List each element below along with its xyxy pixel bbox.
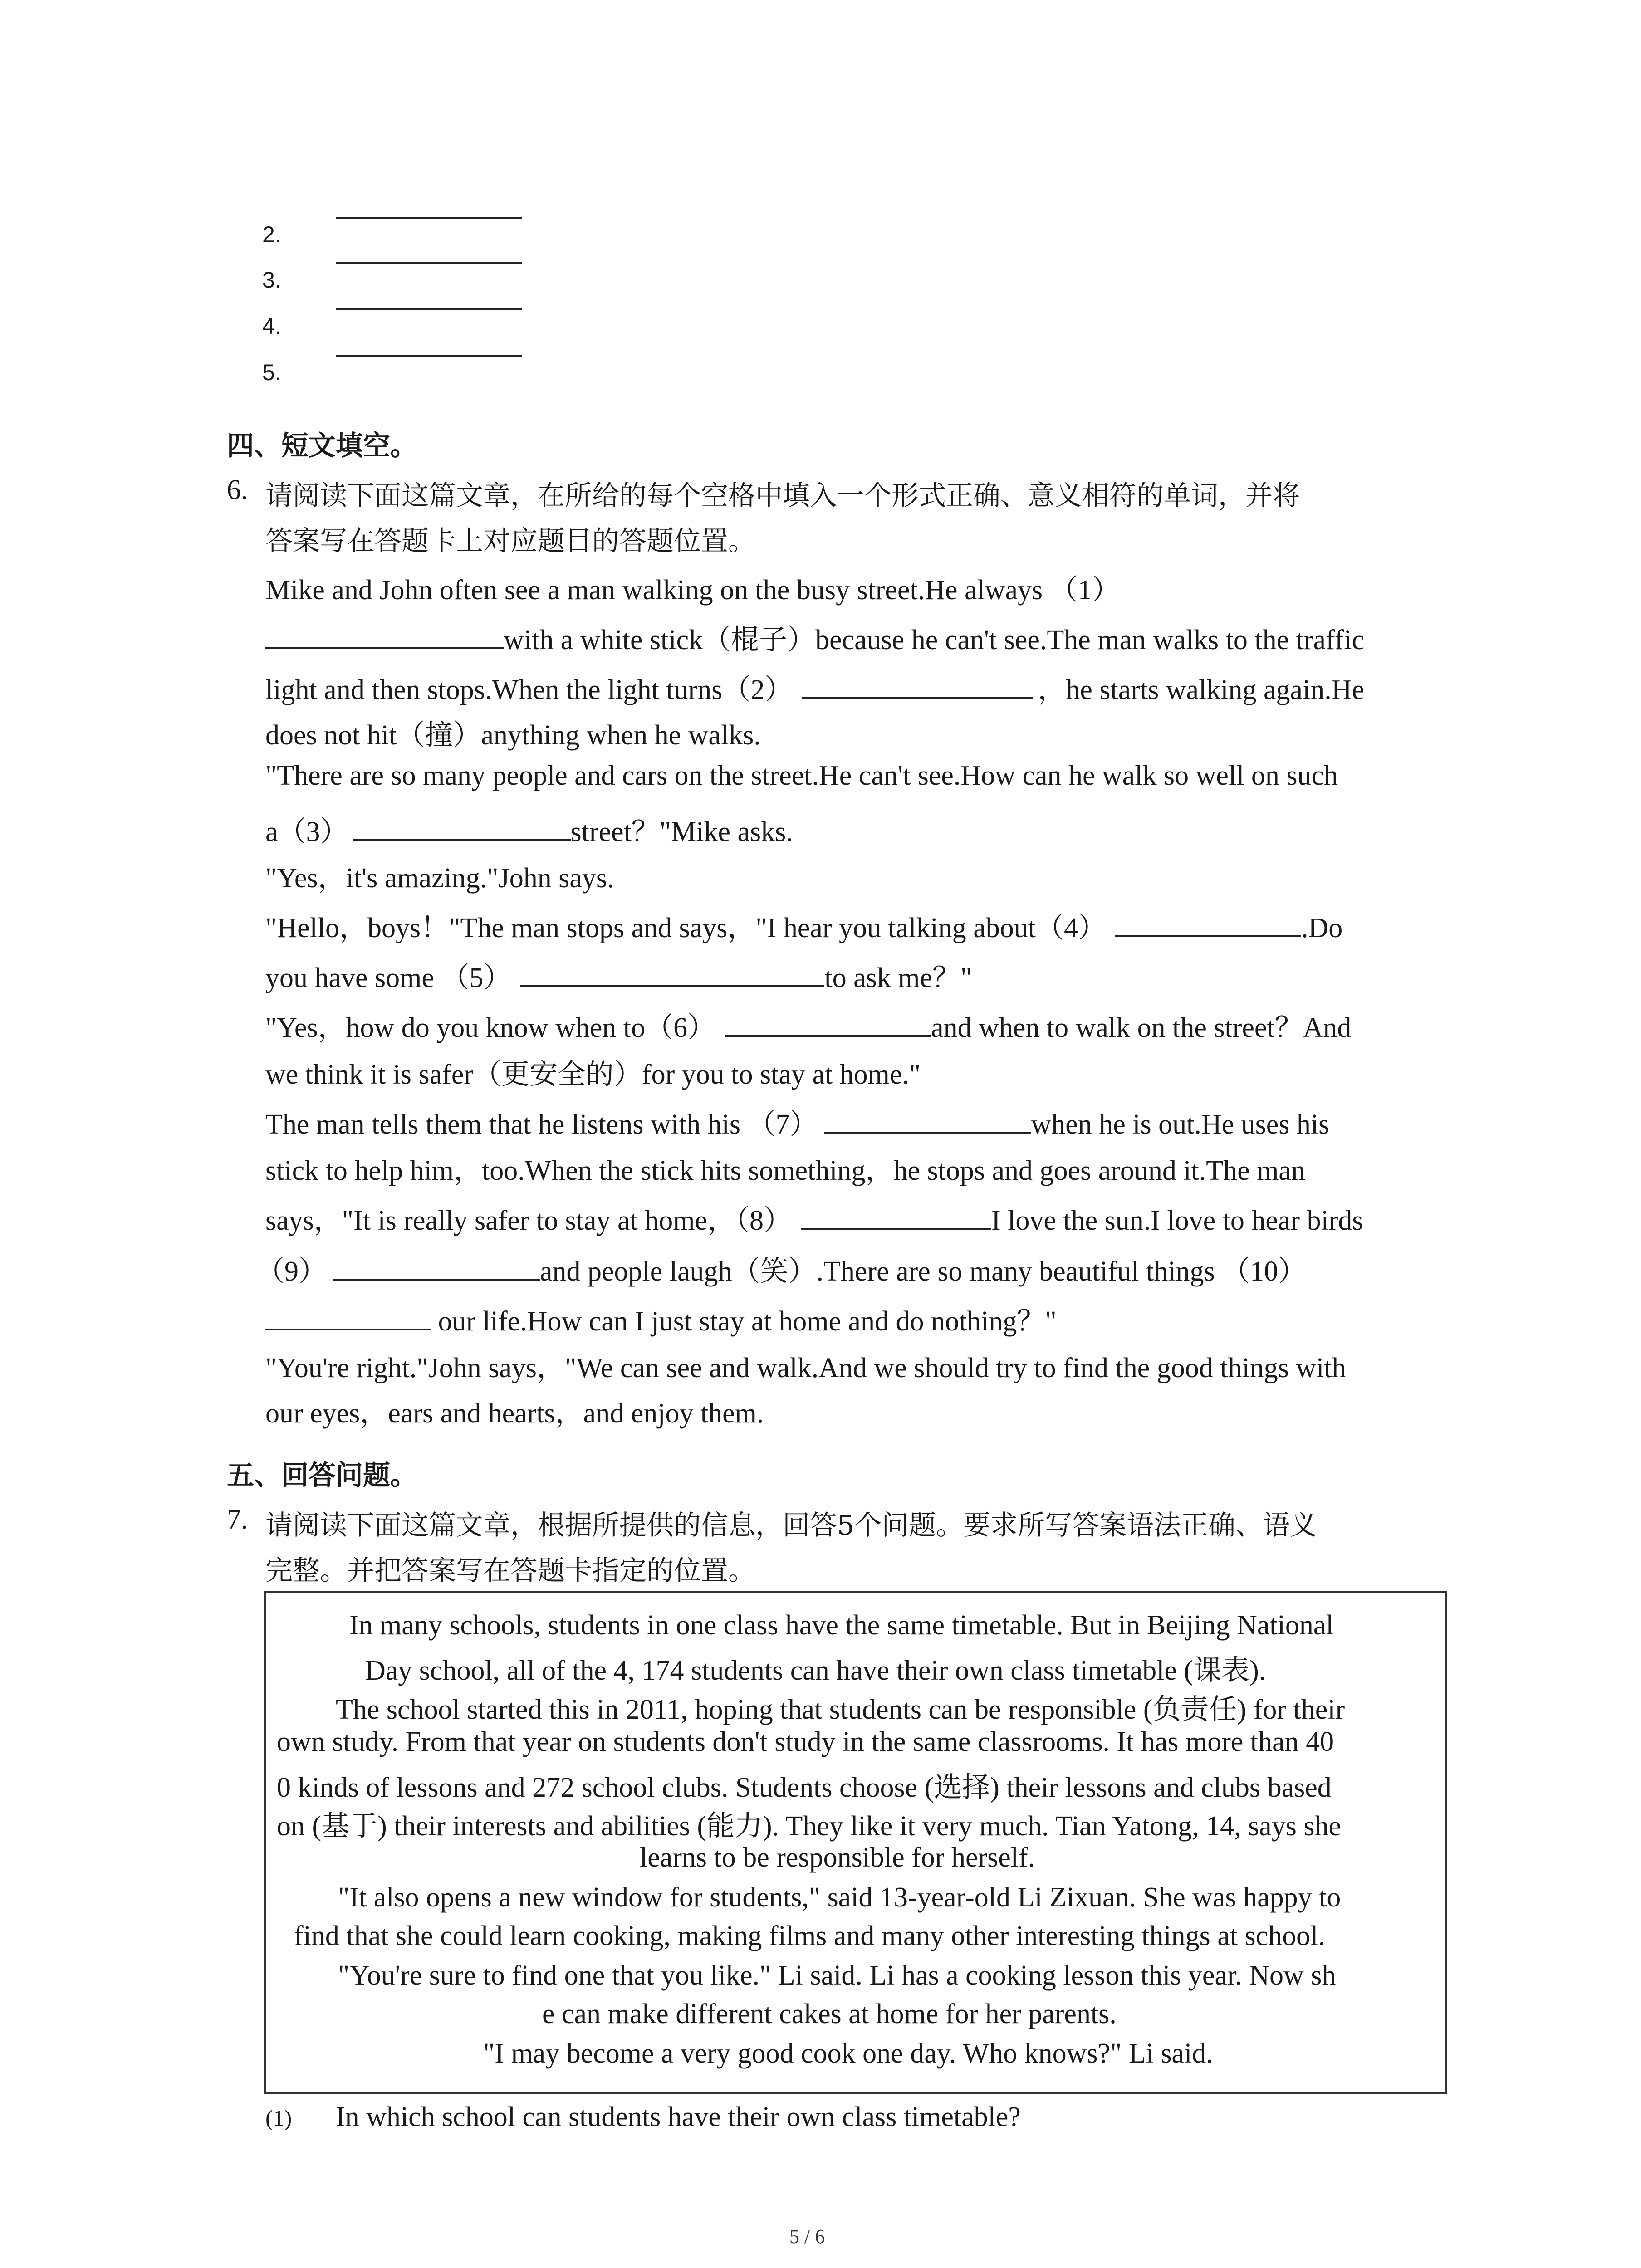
question-number: 7. (227, 1504, 248, 1535)
page-number: 5 / 6 (789, 2225, 825, 2248)
box-line: Day school, all of the 4, 174 students can have their own class timetable (课表). (365, 1655, 1266, 1686)
section-heading: 五、回答问题。 (227, 1460, 417, 1491)
passage-line: Mike and John often see a man walking on the busy street.He always （1） (265, 575, 1120, 606)
blank-2[interactable] (802, 671, 1033, 699)
passage-line: （9） and people laugh（笑）.There are so many beautiful things （10） (256, 1248, 1306, 1289)
list-number: 5. (262, 360, 281, 385)
box-line: The school started this in 2011, hoping that students can be responsible (负责任) for their (336, 1694, 1345, 1725)
blank-9[interactable] (333, 1252, 540, 1281)
instruction-text: 请阅读下面这篇文章，在所给的每个空格中填入一个形式正确、意义相符的单词，并将 (265, 480, 1300, 512)
box-line: "It also opens a new window for students," said 13-year-old Li Zixuan. She was happy to (338, 1882, 1341, 1913)
blank-7[interactable] (824, 1105, 1031, 1134)
box-line: 0 kinds of lessons and 272 school clubs. Students choose (选择) their lessons and clubs based (277, 1772, 1332, 1803)
box-line: learns to be responsible for herself. (640, 1842, 1035, 1873)
box-line: "I may become a very good cook one day. Who knows?" Li said. (483, 2038, 1213, 2069)
blank-1[interactable] (265, 621, 504, 649)
list-number: 4. (262, 313, 281, 339)
passage-line: "Yes，it's amazing."John says. (265, 863, 614, 894)
passage-line: says，"It is really safer to stay at home，（8） I love the sun.I love to hear birds (265, 1198, 1363, 1238)
box-line: e can make different cakes at home for her parents. (542, 1999, 1117, 2029)
passage-line: our eyes，ears and hearts，and enjoy them. (265, 1398, 764, 1429)
blank-5[interactable] (520, 959, 824, 987)
passage-line: we think it is safer（更安全的）for you to stay at home." (265, 1059, 921, 1090)
answer-blank-4[interactable] (336, 355, 522, 357)
list-number: 3. (262, 267, 281, 293)
instruction-text: 答案写在答题卡上对应题目的答题位置。 (265, 525, 755, 557)
answer-blank-3[interactable] (336, 308, 522, 310)
passage-line: "Yes，how do you know when to（6） and when to walk on the street？And (265, 1005, 1351, 1045)
passage-line: light and then stops.When the light turns（2） ，he starts walking again.He (265, 667, 1364, 707)
box-line: In many schools, students in one class have the same timetable. But in Beijing National (349, 1610, 1334, 1641)
instruction-text: 请阅读下面这篇文章，根据所提供的信息，回答5个问题。要求所写答案语法正确、语义 (265, 1510, 1318, 1541)
passage-line: with a white stick（棍子）because he can't see.The man walks to the traffic (265, 617, 1364, 657)
box-line: own study. From that year on students don't study in the same classrooms. It has more than 40 (277, 1726, 1334, 1757)
section-heading: 四、短文填空。 (227, 430, 417, 462)
box-line: on (基于) their interests and abilities (能力). They like it very much. Tian Yatong, 14, says she (277, 1811, 1341, 1842)
question-number: 6. (227, 474, 248, 505)
blank-8[interactable] (801, 1202, 991, 1230)
passage-line: "Hello，boys！"The man stops and says，"I hear you talking about（4） .Do (265, 905, 1342, 945)
blank-6[interactable] (725, 1009, 931, 1037)
list-number: 2. (262, 222, 281, 247)
answer-blank-2[interactable] (336, 262, 522, 264)
passage-line: a（3） street？"Mike asks. (265, 809, 793, 849)
passage-line: you have some （5） to ask me？" (265, 955, 972, 995)
passage-line: The man tells them that he listens with his （7） when he is out.He uses his (265, 1101, 1329, 1142)
blank-10[interactable] (265, 1302, 431, 1330)
question-label: (1) (265, 2105, 292, 2131)
instruction-text: 完整。并把答案写在答题卡指定的位置。 (265, 1555, 755, 1587)
passage-line: "There are so many people and cars on the street.He can't see.How can he walk so well on such (265, 760, 1338, 791)
passage-line: our life.How can I just stay at home and do nothing？" (265, 1298, 1057, 1339)
passage-line: "You're right."John says，"We can see and walk.And we should try to find the good things with (265, 1353, 1346, 1383)
box-line: "You're sure to find one that you like." Li said. Li has a cooking lesson this year. Now sh (338, 1960, 1336, 1991)
passage-line: does not hit（撞）anything when he walks. (265, 720, 761, 751)
passage-line: stick to help him，too.When the stick hits something，he stops and goes around it.The man (265, 1155, 1305, 1186)
question-text: In which school can students have their own class timetable? (336, 2102, 1021, 2132)
blank-4[interactable] (1115, 909, 1301, 937)
blank-3[interactable] (353, 813, 571, 841)
box-line: find that she could learn cooking, making films and many other interesting things at school. (294, 1921, 1325, 1951)
answer-blank-1[interactable] (336, 217, 522, 219)
